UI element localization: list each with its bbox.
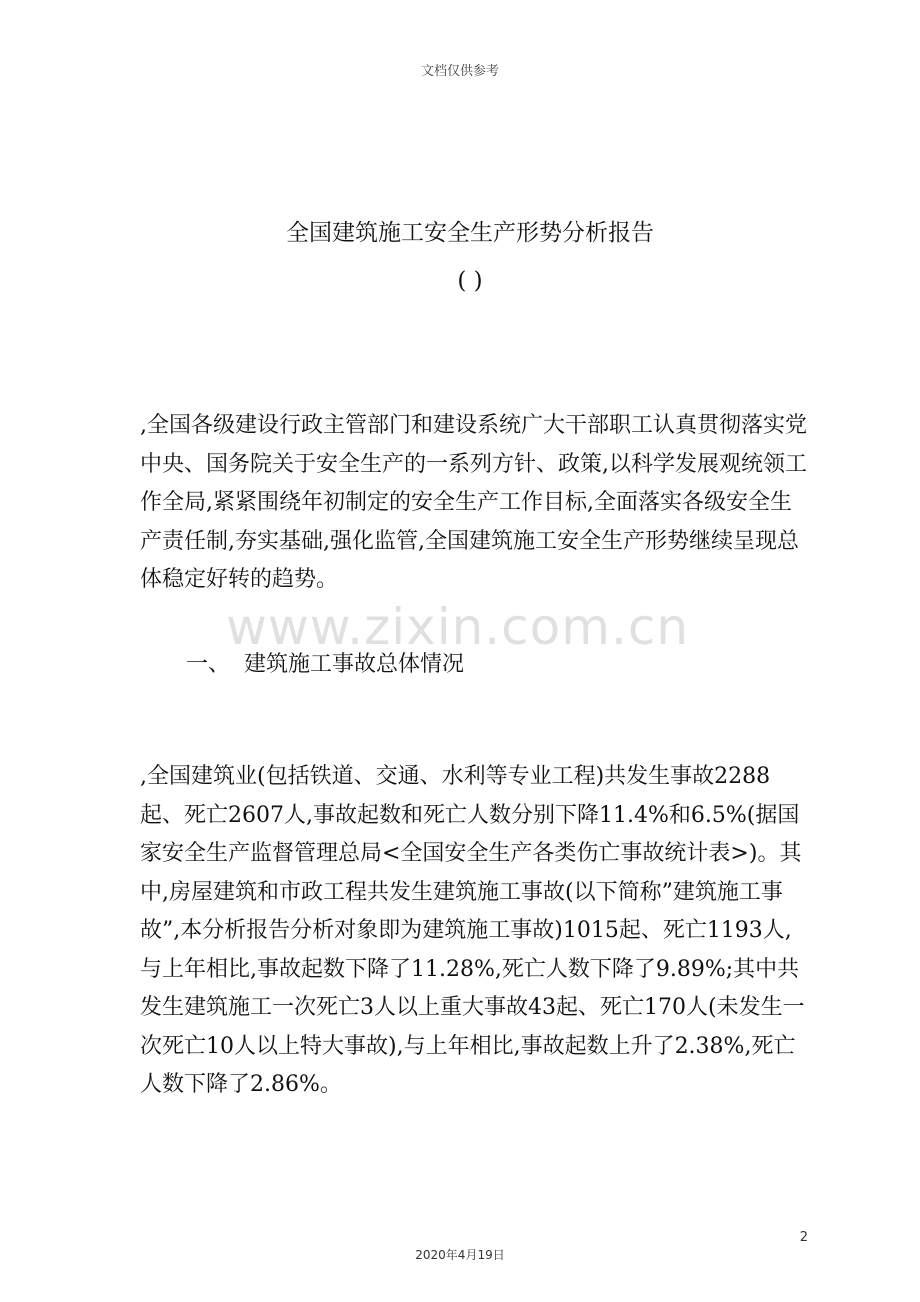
section-title: 建筑施工事故总体情况	[244, 652, 465, 677]
document-title: 全国建筑施工安全生产形势分析报告	[286, 220, 654, 246]
section-heading	[186, 650, 464, 680]
section-number: 一、	[186, 652, 231, 677]
paragraph-intro: ,全国各级建设行政主管部门和建设系统广大干部职工认真贯彻落实党中央、国务院关于安全生产的一系列方针、政策,以科学发展观统领工作全局,紧紧围绕年初制定的安全生产工作目标,全面落实各级安全生产责任制,夯实基础,强化监管,全国建筑施工安全生产形势继续呈现总体稳定好转的趋势。	[140, 413, 807, 592]
watermark: www.zixin.com.cn	[226, 598, 690, 656]
paragraph-statistics: ,全国建筑业(包括铁道、交通、水利等专业工程)共发生事故2288起、死亡2607人,事故起数和死亡人数分别下降11.4%和6.5%(据国家安全生产监督管理总局<全国安全生产各类伤亡事故统计表>)。其中,房屋建筑和市政工程共发生建筑施工事故(以下简称”建筑施工事故”,本分析报告分析对象即为建筑施工事故)1015起、死亡1193人,与上年相比,事故起数下降了11.28%,死亡人数下降了9.89%;其中共发生建筑施工一次死亡3人以上重大事故43起、死亡170人(未发生一次死亡10人以上特大事故),与上年相比,事故起数上升了2.38%,死亡人数下降了2.86%。	[140, 764, 805, 1097]
page-number: 2	[799, 1230, 808, 1245]
page-header: 文档仅供参考	[420, 64, 499, 79]
page-footer-date: 2020年4月19日	[415, 1248, 505, 1262]
document-subtitle: ( )	[457, 268, 483, 294]
